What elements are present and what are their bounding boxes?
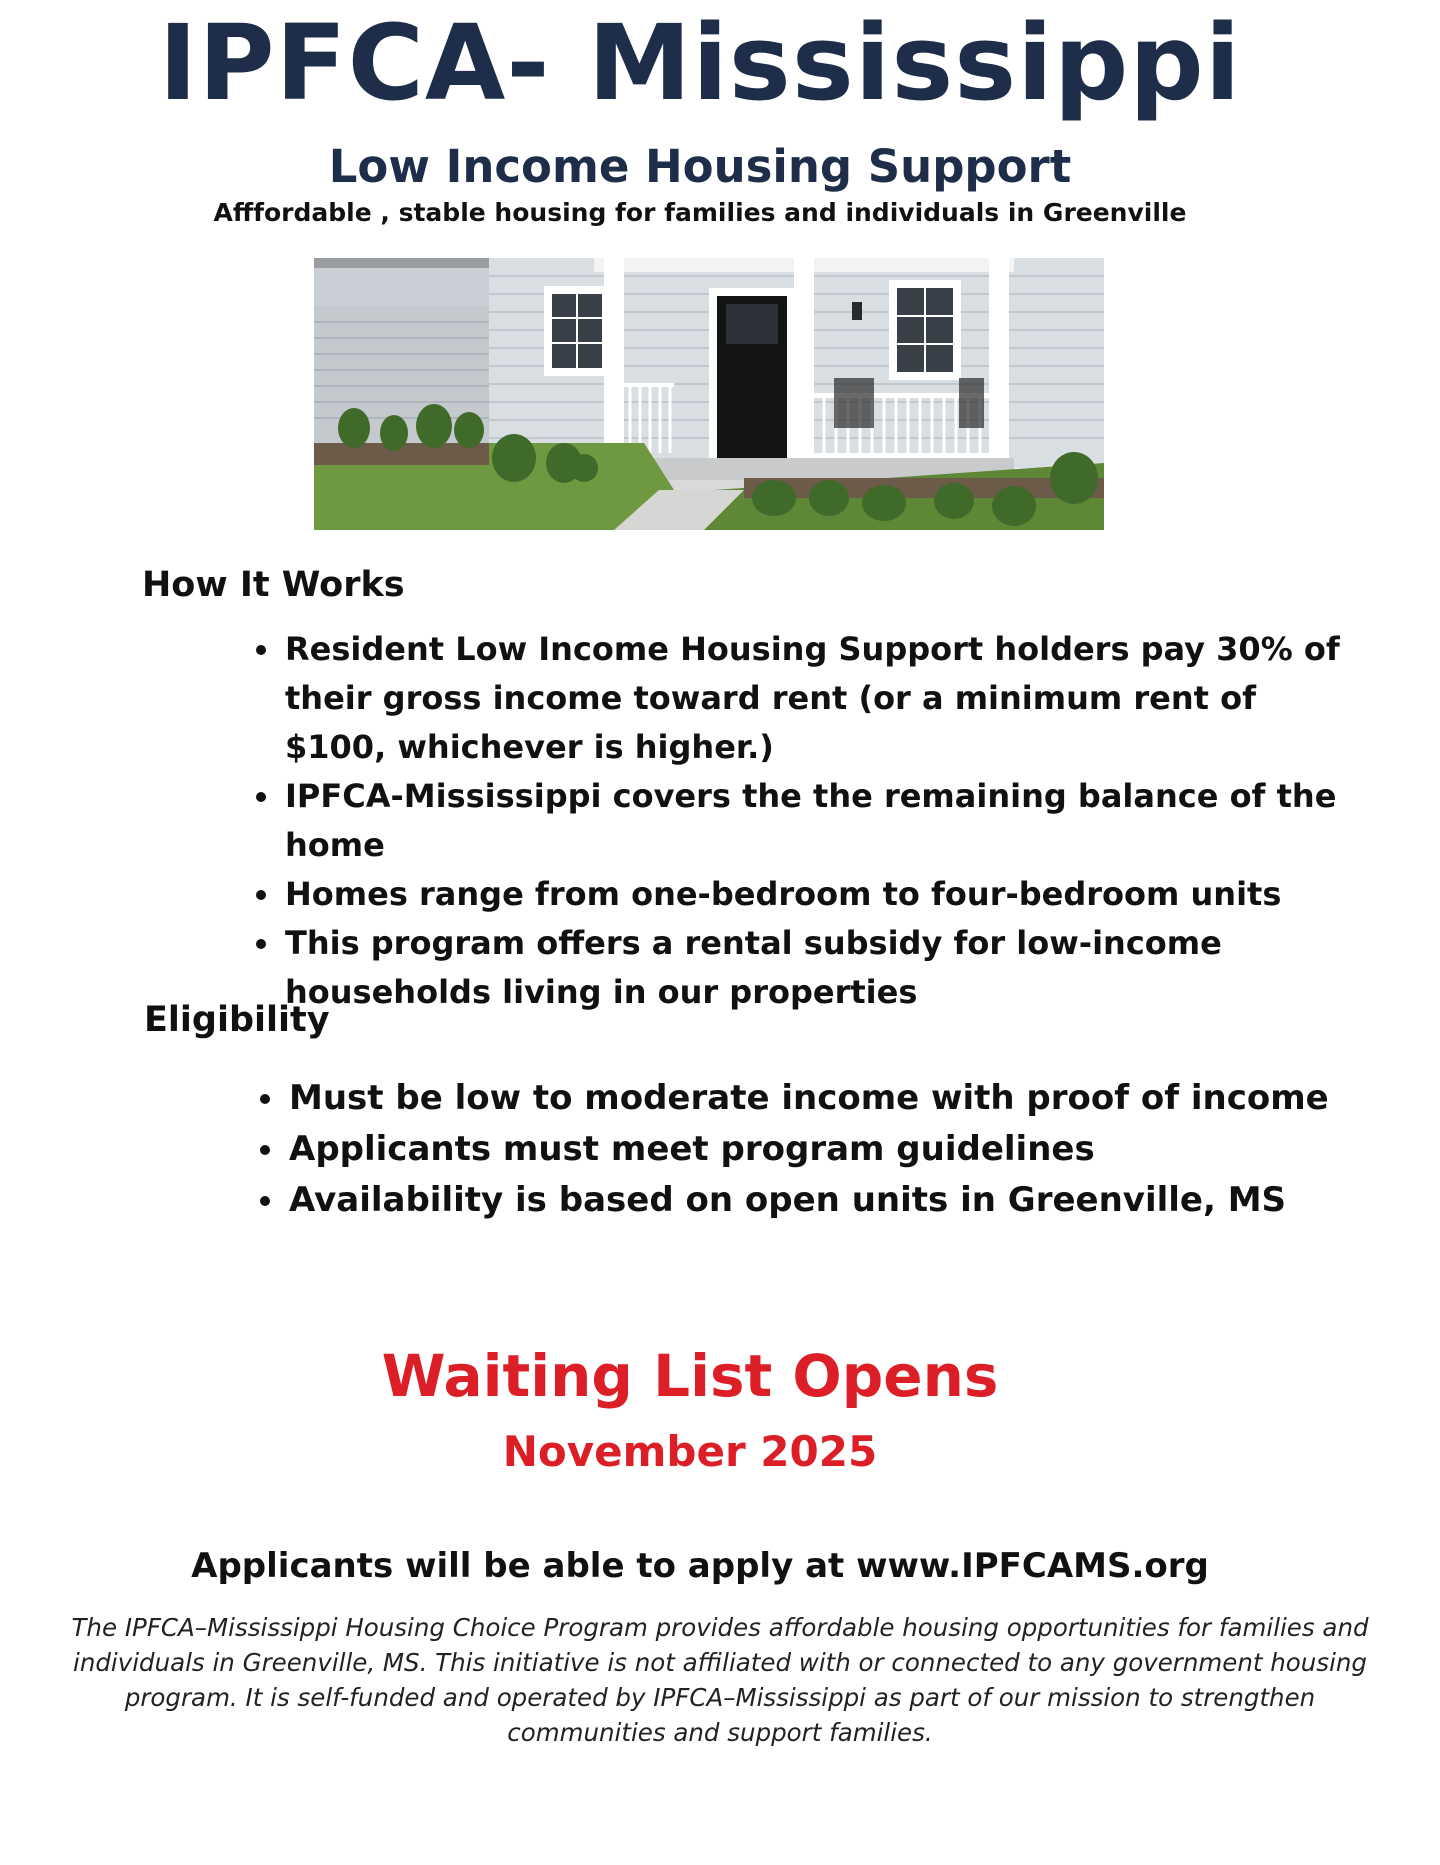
list-item: • IPFCA-Mississippi covers the the remaining balance of the home — [283, 772, 1363, 870]
waiting-list-headline: Waiting List Opens — [381, 1342, 999, 1410]
list-item: • Homes range from one-bedroom to four-bedroom units — [283, 870, 1363, 919]
list-item: • Resident Low Income Housing Support holders pay 30% of their gross income toward rent (or a minimum rent of $100, whichever is higher.) — [283, 625, 1363, 772]
list-item: • Availability is based on open units in Greenville, MS — [287, 1175, 1387, 1226]
eligibility-heading: Eligibility — [144, 1000, 330, 1040]
list-item: • Applicants must meet program guidelines — [287, 1124, 1387, 1175]
page-subtitle: Low Income Housing Support — [328, 140, 1072, 193]
list-item: • Must be low to moderate income with proof of income — [287, 1073, 1387, 1124]
list-item: • This program offers a rental subsidy for low-income households living in our properties — [283, 919, 1363, 1017]
page-title: IPFCA- Mississippi — [158, 2, 1242, 124]
disclaimer-text: The IPFCA–Mississippi Housing Choice Program provides affordable housing opportunities for families and individuals in Greenville, MS. This initiative is not affiliated with or connected to any government housing program. It is self-funded and operated by IPFCA–Mississippi as part of our mission to strengthen communities and support families. — [71, 1613, 1369, 1747]
how-it-works-list — [243, 625, 1363, 1017]
eligibility-list — [247, 1073, 1387, 1226]
how-it-works-heading: How It Works — [142, 565, 405, 605]
tagline: Afffordable , stable housing for families and individuals in Greenville — [213, 198, 1187, 227]
house-photo — [314, 258, 1104, 530]
waiting-list-date: November 2025 — [502, 1427, 878, 1476]
apply-info: Applicants will be able to apply at www.IPFCAMS.org — [191, 1546, 1209, 1586]
